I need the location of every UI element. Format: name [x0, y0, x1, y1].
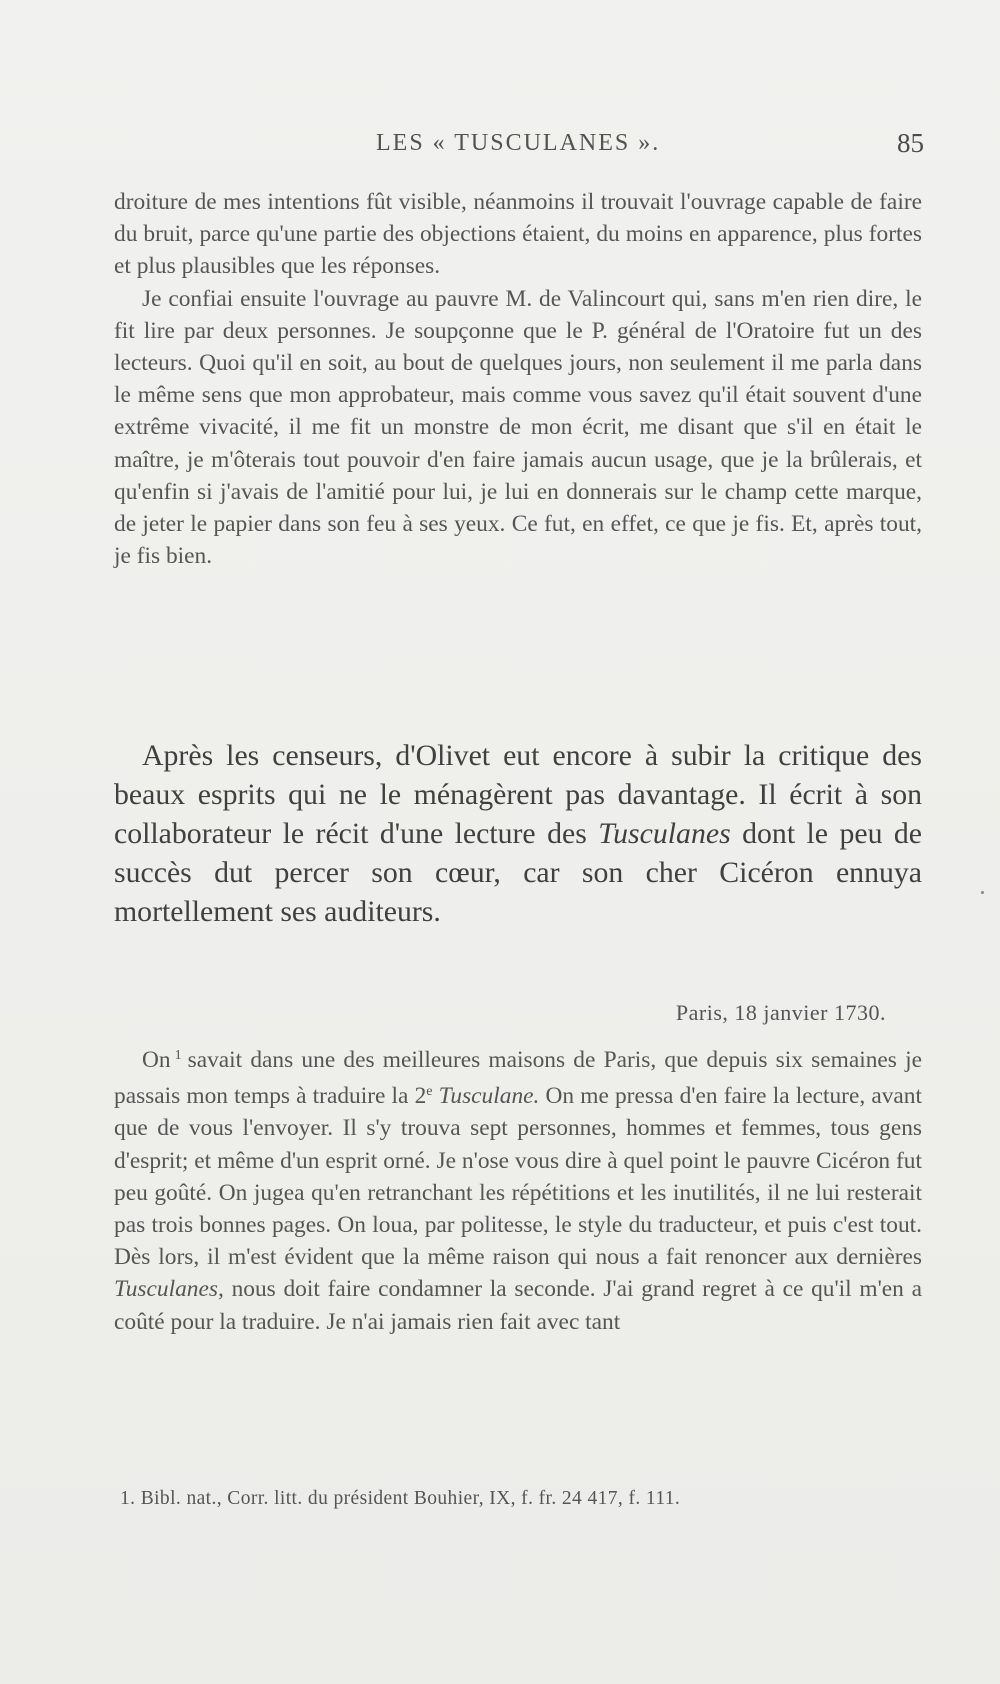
- body-text-part2: dont le peu de succès dut percer son cœur, car son cher Cicéron ennuya mortellement ses auditeurs.: [114, 817, 923, 928]
- ordinal-superscript: e: [426, 1084, 433, 1100]
- body-paragraph-text: [114, 736, 922, 931]
- body-paragraph: [114, 736, 922, 931]
- quote2-part2: On me pressa d'en faire la lecture, avant que de vous l'envoyer. Il s'y trouva sept personnes, hommes et femmes, tous gens d'esprit; et même d'un esprit orné. Je n'ose vous dire à quel point le pauvre Cicéron fut peu goûté. On jugea qu'en retranchant les répétitions et les inutilités, il ne lui resterait pas trois bonnes pages. On loua, par politesse, le style du traducteur, et puis c'est tout. Dès lors, il m'est évident que la même raison qui nous a fait renoncer aux dernières: [114, 1083, 922, 1271]
- quote2-paragraph: [114, 1040, 922, 1338]
- body-text-italic: Tusculanes: [598, 817, 731, 850]
- quote2-italic-1: Tusculane.: [438, 1083, 540, 1110]
- page-header: [114, 130, 924, 170]
- body-text-part1: Après les censeurs, d'Olivet eut encore à subir la critique des beaux esprits qui ne le ménagèrent pas davantage. Il écrit à son collaborateur le récit d'une lecture des: [114, 739, 922, 850]
- letter-dateline: Paris, 18 janvier 1730.: [675, 1000, 886, 1025]
- quoted-letter-1: [114, 186, 922, 572]
- quote1-paragraph-2: Je confiai ensuite l'ouvrage au pauvre M. de Valincourt qui, sans m'en rien dire, le fit lire par deux personnes. Je soupçonne que le P. général de l'Oratoire fut un des lecteurs. Quoi qu'il en soit, au bout de quelques jours, non seulement il me parla dans le même sens que mon approbateur, mais comme vous savez qu'il était souvent d'une extrême vivacité, il me fit un monstre de mon écrit, me disant que s'il en était le maître, je m'ôterais tout pouvoir d'en faire jamais aucun usage, que je la brûlerais, et qu'enfin si j'avais de l'amitié pour lui, je lui en donnerais sur le champ cette marque, de jeter le papier dans son feu à ses yeux. Ce fut, en effet, ce que je fis. Et, après tout, je fis bien.: [114, 285, 922, 570]
- footnote-reference: 1: [174, 1048, 182, 1063]
- quoted-letter-2: [114, 1040, 922, 1338]
- page-number: 85: [897, 128, 924, 158]
- quote2-italic-2: Tusculanes,: [114, 1276, 224, 1303]
- quote2-part3: nous doit faire condamner la seconde. J'ai grand regret à ce qu'il m'en a coûté pour la traduire. Je n'ai jamais rien fait avec tant: [114, 1276, 922, 1335]
- paper-speck: [981, 891, 984, 894]
- quote2-part1: savait dans une des meilleures maisons de Paris, que depuis six semaines je passais mon temps à traduire la 2: [114, 1047, 922, 1110]
- running-title: LES « TUSCULANES ».: [376, 130, 661, 156]
- quote1-paragraph-1: droiture de mes intentions fût visible, néanmoins il trouvait l'ouvrage capable de faire du bruit, parce qu'une partie des objections étaient, du moins en apparence, plus fortes et plus plausibles que les réponses.: [114, 189, 922, 280]
- footnote: 1. Bibl. nat., Corr. litt. du président Bouhier, IX, f. fr. 24 417, f. 111.: [120, 1488, 681, 1509]
- quote2-start: On: [142, 1047, 171, 1073]
